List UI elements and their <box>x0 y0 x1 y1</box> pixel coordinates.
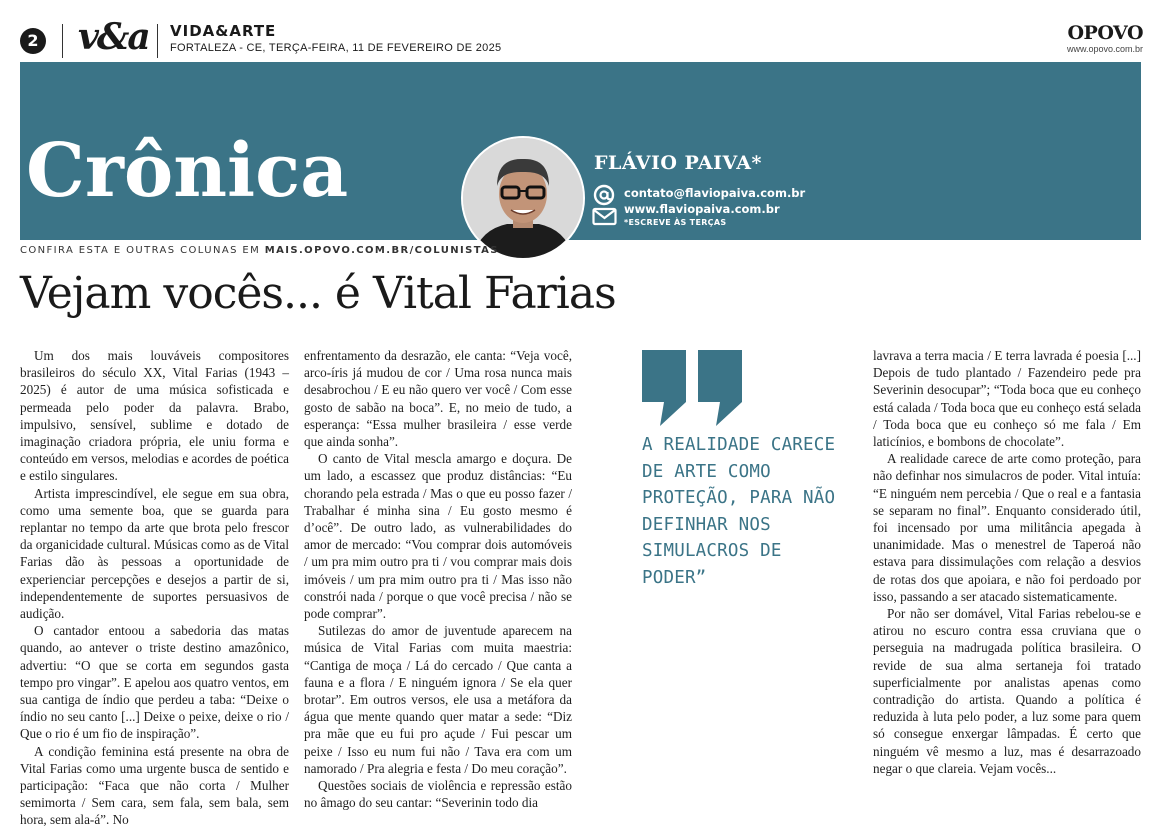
article-column-1 <box>20 347 289 829</box>
brand-logo: OPOVO <box>1067 22 1143 44</box>
contact-icons-svg <box>592 184 618 228</box>
paragraph: A condição feminina está presente na obra de Vital Farias como uma urgente busca de sentido e participação: “Faca que não corta / Mulher semimorta / Sem cara, sem fala, sem bala, sem hora, sem ala-á”. No <box>20 743 289 828</box>
quote-mark-svg <box>642 350 746 426</box>
more-columns-note <box>20 245 499 256</box>
section-name: VIDA&ARTE <box>170 22 277 40</box>
at-sign-icon <box>595 186 613 204</box>
author-name: FLÁVIO PAIVA* <box>594 152 762 174</box>
author-photo <box>461 136 585 260</box>
paragraph: Um dos mais louváveis compositores brasileiros do século XX, Vital Farias (1943 – 2025) é autor de uma música sofisticada e permeada pelo poder da palavra. Brabo, impulsivo, sensível, sublime e dotado de imaginação criadora própria, ele uniu forma e conteúdo em versos, melodias e acordes de poética e estilo singulares. <box>20 348 289 484</box>
author-website[interactable]: www.flaviopaiva.com.br <box>624 202 780 216</box>
divider <box>157 24 158 58</box>
paragraph: Por não ser domável, Vital Farias rebelou-se e atirou no escuro contra essa cruviana que o perseguia na madrugada política brasileira. O revide de sua alma sertaneja foi tratado superficialmente por analistas apenas como contradição do artista. Quando a política é reduzida à luta pelo poder, a luz some para quem só consegue enxergar lâmpadas. É certo que ninguém vê mesmo a luz, mas é desarrazoado negar o que clareia. Vejam vocês... <box>873 606 1141 776</box>
author-photo-illustration <box>463 138 583 258</box>
article-column-2 <box>304 347 572 811</box>
column-schedule-note: *ESCREVE ÀS TERÇAS <box>624 218 727 227</box>
envelope-icon <box>594 209 616 224</box>
divider <box>62 24 63 58</box>
paragraph: enfrentamento da desrazão, ele canta: “Veja você, arco-íris já mudou de cor / Uma rosa nunca mais desabrochou / E eu não quero ver você / Com esse gosto de sabão na boca”. E, no meio de tudo, a esperança: “Essa mulher brasileira / esse verde que ainda sonha”. <box>304 348 572 450</box>
paragraph: O canto de Vital mescla amargo e doçura. De um lado, a escassez que produz distâncias: “Eu chorando pela estrada / Mas o que eu posso fazer / Trabalhar é minha sina / Eu gosto mesmo é d’ocê”. De outro lado, as vulnerabilidades do amor de mercado: “Vou comprar dois automóveis / um pra mim outro pra ti / vou comprar mais dois imóveis / um pra mim outro pra ti / Mas isso não constrói nada / porque o que você precisa / não se pode comprar”. <box>304 451 572 622</box>
paragraph: Questões sociais de violência e repressão estão no âmago do seu cantar: “Severinin todo dia <box>304 778 572 811</box>
author-email[interactable]: contato@flaviopaiva.com.br <box>624 186 806 200</box>
contact-icons <box>592 184 618 226</box>
columnists-link[interactable]: MAIS.OPOVO.COM.BR/COLUNISTAS <box>264 245 499 256</box>
article-headline: Vejam vocês... é Vital Farias <box>20 268 616 319</box>
paragraph: Artista imprescindível, ele segue em sua obra, como uma semente boa, que se guarda para replantar no tempo da arte que brota pelo frescor da organicidade cultural. Músicas como as de Vital Farias dão às pessoas a oportunidade de experienciar percepções e desejos a partir de si, independentemente de suportes persuasivos de audição. <box>20 485 289 622</box>
dateline: FORTALEZA - CE, TERÇA-FEIRA, 11 DE FEVEREIRO DE 2025 <box>170 42 502 54</box>
pull-quote: A REALIDADE CARECE DE ARTE COMO PROTEÇÃO, PARA NÃO DEFINHAR NOS SIMULACROS DE PODER” <box>642 435 836 588</box>
quote-mark-icon <box>642 350 746 431</box>
brand-url: www.opovo.com.br <box>1066 44 1143 54</box>
article-column-3 <box>873 347 1141 777</box>
paragraph: lavrava a terra macia / E terra lavrada é poesia [...] Depois de tudo plantado / Fazendeiro pede pra Severinin desocupar”; “Toda boca que eu conheço está calada / Toda boca que eu conheço está selada / Toda boca que eu conheço só me fala / Em laticínios, e bombons de chocolate”. <box>873 348 1141 450</box>
paragraph: Sutilezas do amor de juventude aparecem na música de Vital Farias com muita maestria: “Cantiga de moça / Lá do cercado / Que canta a fauna e a flora / E ninguém ignora / Se ela quer brotar”. Em outros versos, ele usa a metáfora da água que mente quando quer matar a sede: “Diz pra mãe que eu fui pro açude / Fui pescar um peixe / Isso eu num fui não / Tava era com um namorado / Pra alegria e festa / Do meu coração”. <box>304 623 572 776</box>
section-logo: v&a <box>78 16 149 58</box>
column-title: Crônica <box>26 128 349 214</box>
paragraph: O cantador entoou a sabedoria das matas quando, ao antever o triste destino amazônico, advertiu: “O que se corta em segundos gasta tempo pro vingar”. E apelou aos quatro ventos, em sua cantiga de índio que perdeu a taba: “Deixe o índio no seu canto [...] Deixe o peixe, deixe o rio / Que o rio é um fio de inspiração”. <box>20 623 289 742</box>
page-number: 2 <box>20 28 46 54</box>
more-columns-text: CONFIRA ESTA E OUTRAS COLUNAS EM <box>20 245 265 256</box>
paragraph: A realidade carece de arte como proteção, para não definhar nos simulacros de poder. Vital intuía: “E ninguém nem percebia / Que o real e a fantasia se separam no final”. Enquanto considerado útil, foi incensado por uma militância apegada à unanimidade. Mas o menestrel de Taperoá não estava para dissimulações com relação a desvios de rotas dos que apoiara, e não foi perdoado por isso, passando a ser atacado sistematicamente. <box>873 451 1141 604</box>
